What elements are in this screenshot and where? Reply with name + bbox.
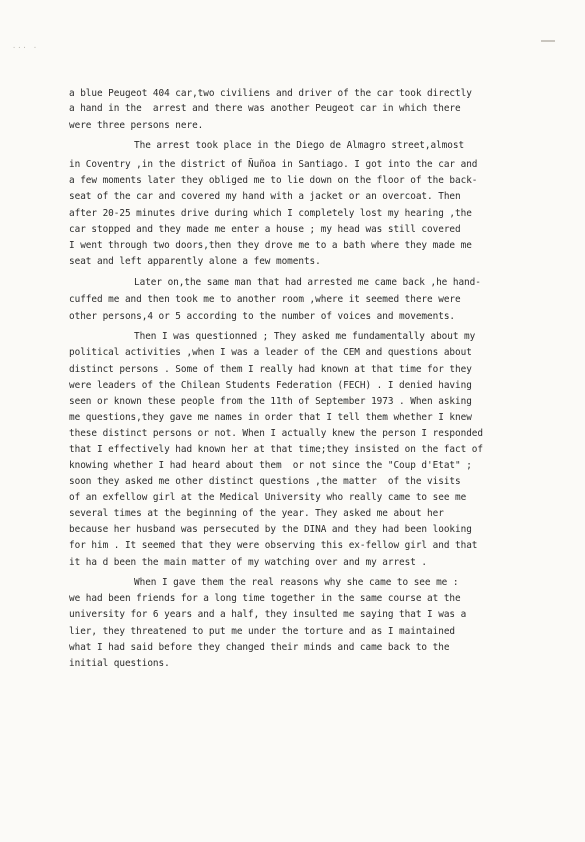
text-line: that I effectively had known her at that time;they insisted on the fact of <box>69 444 483 455</box>
text-line: a hand in the arrest and there was another Peugeot car in which there <box>69 103 461 114</box>
text-line: political activities ,when I was a leader of the CEM and questions about <box>69 347 472 358</box>
text-line: after 20-25 minutes drive during which I completely lost my hearing ,the <box>69 208 472 219</box>
text-line: it ha d been the main matter of my watching over and my arrest . <box>69 557 428 568</box>
text-line: other persons,4 or 5 according to the number of voices and movements. <box>69 311 456 322</box>
text-line: of an exfellow girl at the Medical University who really came to see me <box>69 492 467 503</box>
text-line: these distinct persons or not. When I actually knew the person I responded <box>69 428 483 439</box>
text-line: a few moments later they obliged me to lie down on the floor of the back- <box>69 175 478 186</box>
text-line: because her husband was persecuted by the DINA and they had been looking <box>69 524 472 535</box>
text-line: seat of the car and covered my hand with a jacket or an overcoat. Then <box>69 191 461 202</box>
text-line: car stopped and they made me enter a house ; my head was still covered <box>69 224 461 235</box>
text-line: initial questions. <box>69 658 170 669</box>
text-line: what I had said before they changed their minds and came back to the <box>69 642 450 653</box>
text-line: Later on,the same man that had arrested me came back ,he hand- <box>134 277 481 288</box>
text-line: seat and left apparently alone a few moments. <box>69 256 321 267</box>
text-line: we had been friends for a long time together in the same course at the <box>69 593 461 604</box>
text-line: for him . It seemed that they were observing this ex-fellow girl and that <box>69 540 478 551</box>
text-line: Then I was questionned ; They asked me fundamentally about my <box>134 331 476 342</box>
text-line: lier, they threatened to put me under the torture and as I maintained <box>69 626 456 637</box>
text-line: When I gave them the real reasons why she came to see me : <box>134 577 459 588</box>
text-line: several times at the beginning of the year. They asked me about her <box>69 508 444 519</box>
text-line: me questions,they gave me names in order that I tell them whether I knew <box>69 412 472 423</box>
text-line: knowing whether I had heard about them or not since the "Coup d'Etat" ; <box>69 460 472 471</box>
text-line: The arrest took place in the Diego de Almagro street,almost <box>134 140 465 151</box>
text-line: a blue Peugeot 404 car,two civiliens and driver of the car took directly <box>69 88 472 99</box>
text-line: distinct persons . Some of them I really had known at that time for they <box>69 364 472 375</box>
text-line: were leaders of the Chilean Students Federation (FECH) . I denied having <box>69 380 472 391</box>
text-line: university for 6 years and a half, they insulted me saying that I was a <box>69 609 467 620</box>
text-line: in Coventry ,in the district of Ñuñoa in Santiago. I got into the car and <box>69 159 478 170</box>
margin-mark: ··· · <box>12 44 39 52</box>
text-line: I went through two doors,then they drove me to a bath where they made me <box>69 240 472 251</box>
text-line: seen or known these people from the 11th of September 1973 . When asking <box>69 396 472 407</box>
text-line: cuffed me and then took me to another room ,where it seemed there were <box>69 294 461 305</box>
text-line: were three persons nere. <box>69 120 204 131</box>
text-line: soon they asked me other distinct questions ,the matter of the visits <box>69 476 461 487</box>
